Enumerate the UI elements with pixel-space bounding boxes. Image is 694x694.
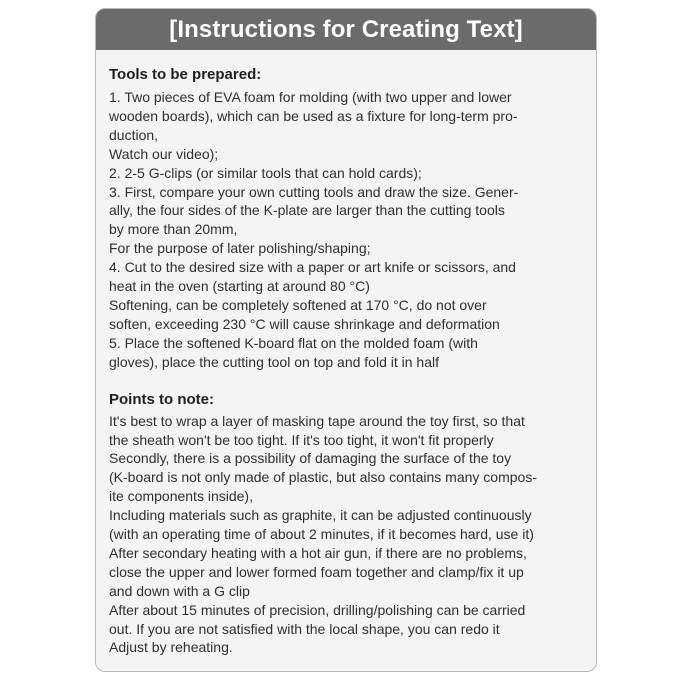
- text-line: wooden boards), which can be used as a fixture for long-term pro-: [109, 107, 518, 124]
- notes-section-body: [109, 412, 584, 658]
- text-line: For the purpose of later polishing/shaping;: [109, 240, 371, 257]
- text-line: duction,: [109, 126, 159, 143]
- text-line: After about 15 minutes of precision, drilling/polishing can be carried: [109, 601, 526, 618]
- tools-section-title: Tools to be prepared:: [109, 66, 262, 83]
- text-line: close the upper and lower formed foam together and clamp/fix it up: [109, 563, 524, 580]
- notes-section-title: Points to note:: [109, 390, 214, 408]
- text-line: out. If you are not satisfied with the local shape, you can redo it: [109, 620, 500, 637]
- text-line: and down with a G clip: [109, 582, 250, 599]
- text-line: 5. Place the softened K-board flat on the molded foam (with: [109, 334, 478, 351]
- text-line: 3. First, compare your own cutting tools and draw the size. Gener-: [109, 183, 519, 200]
- text-line: (with an operating time of about 2 minutes, if it becomes hard, use it): [109, 526, 534, 543]
- tools-section-body: [109, 88, 584, 372]
- text-line: gloves), place the cutting tool on top and fold it in half: [109, 353, 439, 370]
- text-line: by more than 20mm,: [109, 221, 238, 238]
- text-line: Softening, can be completely softened at 170 °C, do not over: [109, 296, 487, 313]
- text-line: ite components inside),: [109, 488, 253, 505]
- text-line: 4. Cut to the desired size with a paper or art knife or scissors, and: [109, 259, 516, 276]
- text-line: heat in the oven (starting at around 80 °C): [109, 278, 370, 295]
- text-line: It's best to wrap a layer of masking tape around the toy first, so that: [109, 412, 525, 429]
- card-content: [96, 65, 596, 657]
- text-line: Adjust by reheating.: [109, 639, 233, 656]
- text-line: 2. 2-5 G-clips (or similar tools that can hold cards);: [109, 164, 422, 181]
- text-line: (K-board is not only made of plastic, but also contains many compos-: [109, 469, 537, 486]
- card-title: [Instructions for Creating Text]: [169, 15, 523, 43]
- card-header: [96, 9, 596, 50]
- text-line: After secondary heating with a hot air gun, if there are no problems,: [109, 544, 527, 561]
- text-line: Watch our video);: [109, 145, 219, 162]
- instructions-card: [95, 8, 597, 672]
- tools-section: [109, 65, 584, 372]
- text-line: the sheath won't be too tight. If it's too tight, it won't fit properly: [109, 431, 494, 448]
- text-line: ally, the four sides of the K-plate are larger than the cutting tools: [109, 202, 505, 219]
- text-line: 1. Two pieces of EVA foam for molding (with two upper and lower: [109, 89, 512, 105]
- text-line: soften, exceeding 230 °C will cause shrinkage and deformation: [109, 315, 500, 332]
- text-line: Secondly, there is a possibility of damaging the surface of the toy: [109, 450, 512, 467]
- notes-section: [109, 390, 584, 658]
- text-line: Including materials such as graphite, it can be adjusted continuously: [109, 507, 532, 524]
